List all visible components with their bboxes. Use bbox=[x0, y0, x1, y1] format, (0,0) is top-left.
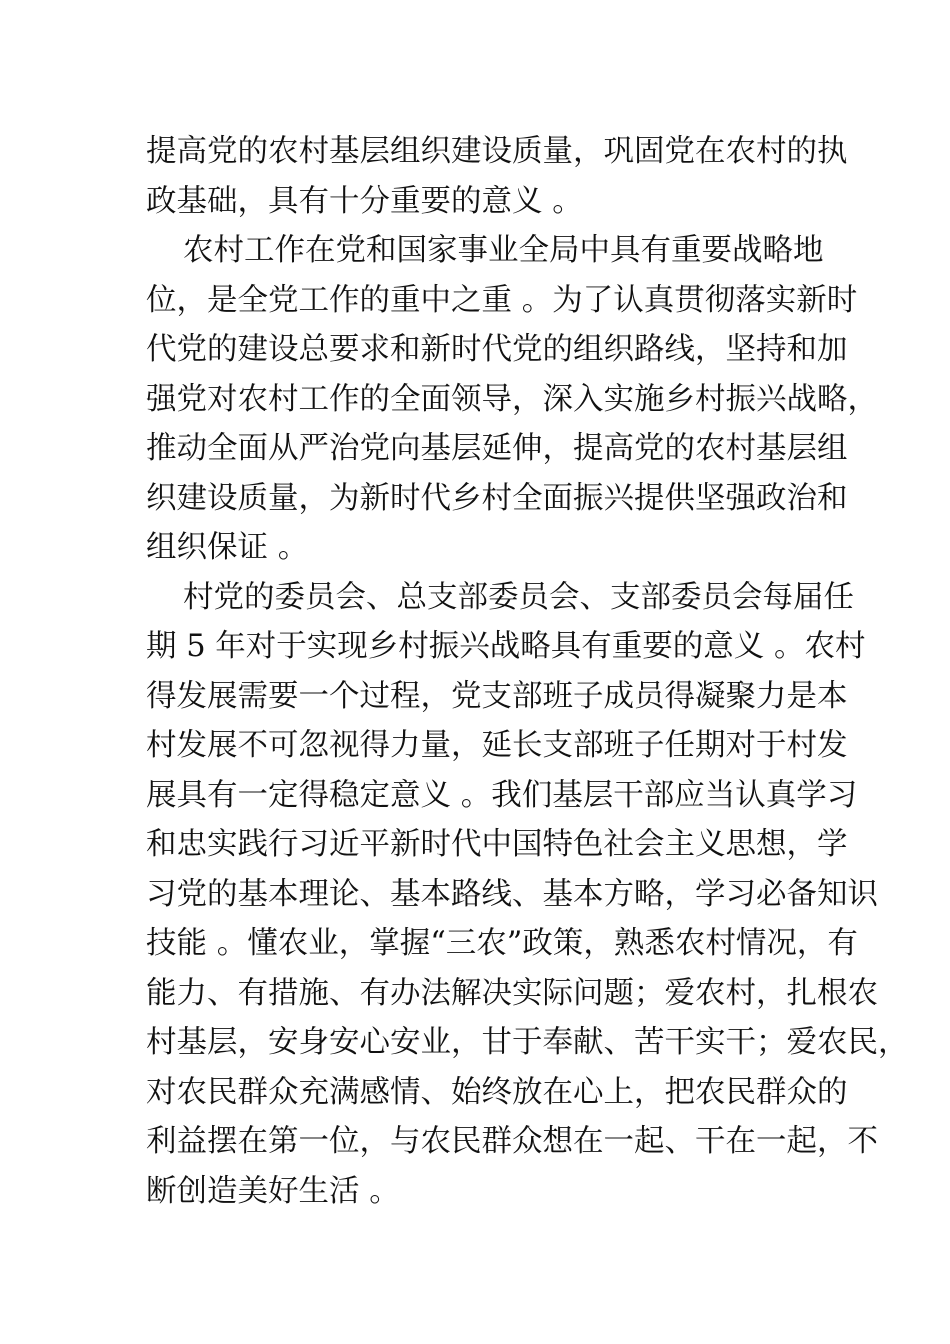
document-body bbox=[146, 127, 909, 1216]
text-line: 政基础，具有十分重要的意义 。 bbox=[146, 183, 583, 219]
text-line: 技能 。懂农业，掌握“三农”政策，熟悉农村情况，有 bbox=[146, 926, 858, 961]
text-line: 村基层，安身安心安业，甘于奉献、苦干实干；爱农民， bbox=[146, 1025, 909, 1060]
text-line: 断创造美好生活 。 bbox=[146, 1173, 400, 1209]
text-line: 能力、有措施、有办法解决实际问题；爱农村，扎根农 bbox=[146, 975, 878, 1011]
text-line: 强党对农村工作的全面领导，深入实施乡村振兴战略， bbox=[146, 381, 878, 417]
text-line: 习党的基本理论、基本路线、基本方略，学习必备知识 bbox=[146, 876, 878, 912]
text-line: 村党的委员会、总支部委员会、支部委员会每届任 bbox=[183, 579, 854, 615]
text-line: 组织保证 。 bbox=[146, 530, 309, 565]
text-line: 农村工作在党和国家事业全局中具有重要战略地 bbox=[183, 233, 824, 268]
text-line: 得发展需要一个过程，党支部班子成员得凝聚力是本 bbox=[146, 678, 848, 714]
text-line: 推动全面从严治党向基层延伸，提高党的农村基层组 bbox=[146, 431, 848, 466]
text-line: 展具有一定得稳定意义 。我们基层干部应当认真学习 bbox=[146, 777, 858, 813]
text-line: 和忠实践行习近平新时代中国特色社会主义思想，学 bbox=[146, 827, 848, 862]
text-line: 织建设质量，为新时代乡村全面振兴提供坚强政治和 bbox=[146, 480, 848, 516]
text-line: 期 5 年对于实现乡村振兴战略具有重要的意义 。农村 bbox=[146, 629, 866, 664]
text-line: 代党的建设总要求和新时代党的组织路线，坚持和加 bbox=[146, 332, 848, 367]
text-line: 利益摆在第一位，与农民群众想在一起、干在一起，不 bbox=[146, 1124, 878, 1159]
text-line: 对农民群众充满感情、始终放在心上，把农民群众的 bbox=[146, 1074, 848, 1110]
text-line: 位，是全党工作的重中之重 。为了认真贯彻落实新时 bbox=[146, 282, 858, 318]
text-line: 提高党的农村基层组织建设质量，巩固党在农村的执 bbox=[146, 134, 848, 169]
text-line: 村发展不可忽视得力量，延长支部班子任期对于村发 bbox=[146, 728, 848, 763]
